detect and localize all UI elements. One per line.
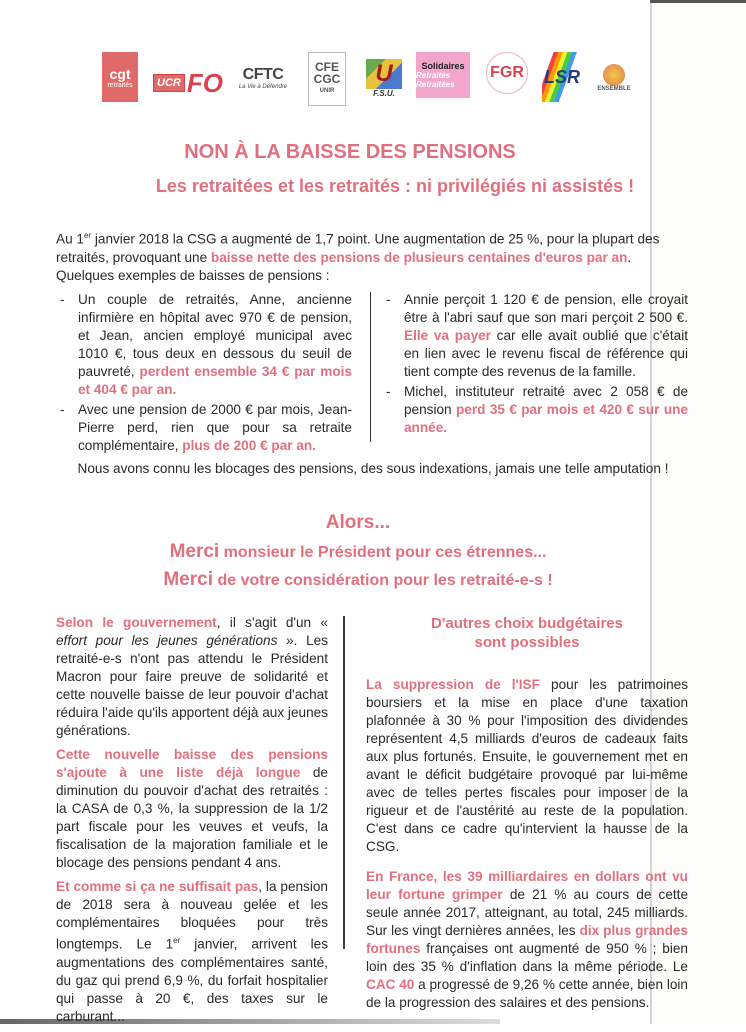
example-text: . [443,420,448,435]
paragraph-sup: er [173,936,181,945]
list-item [382,291,688,381]
merci-line-2 [0,569,716,591]
list-item [382,383,688,437]
paragraph-text: janvier, arrivent les augmentations des complémentaires santé, du gaz qui prend 6,9 %, du forfait hospitalier qui passe à 20 €, des taxes sur le carburant... [56,936,329,1024]
lsr-logo [542,52,582,102]
ucr-fo-logo [152,68,224,98]
cfe-logo-sub: UNIR [319,88,335,94]
example-text: Michel, instituteur retraité avec 2 058 € de pension [404,384,688,417]
right-paragraph-1 [366,676,688,856]
merci-rest: de votre considération pour les retraité-e-s ! [213,572,553,589]
dash-bullet: - [60,402,65,417]
intro-text: janvier 2018 la CSG a augmenté de 1,7 point. Une augmentation de 25 %, pour la plupart des retraités, provoquant une [56,231,660,265]
example-highlight: plus de 200 € par an [182,438,313,453]
closing-statement: Nous avons connu les blocages des pensions, des sous indexations, jamais une telle amputation ! [77,461,669,476]
cgc-logo-text: CGC [313,72,341,86]
merci-line-1 [0,541,716,563]
intro-text: Au 1 [56,231,84,247]
heading-line: sont possibles [474,634,580,651]
paragraph-highlight: Selon le gouvernement [56,615,217,630]
fsu-logo-mark: U [366,59,402,89]
merci-rest: monsieur le Président pour ces étrennes... [219,544,547,561]
paragraph-text: françaises ont augmenté de 950 % ; bien loin des 35 % d'inflation dans la même période. Le [366,941,688,974]
scan-edge-top [650,0,746,3]
cgt-logo [102,52,138,102]
paragraph-text: , la pension de 2018 sera à nouveau gelée et les complémentaires bloquées pour très longtemps. Le 1 [56,879,328,952]
paragraph-text: , il s'agit d'un « [216,615,328,630]
page-subtitle: Les retraitées et les retraités : ni privilégiés ni assistés ! [155,176,635,196]
intro-text: . [627,249,632,265]
list-item [56,401,352,455]
cgt-logo-sub: retraités [107,81,133,89]
example-text: Avec une pension de 2000 € par mois, Jean-Pierre perd, rien que pour sa retraite complémentaire, [78,402,352,453]
paragraph-highlight: Et comme si ça ne suffisait pas [56,879,259,894]
ucr-logo-text: UCR [153,74,185,92]
cftc-logo [236,52,290,104]
solidaires-logo [416,52,470,98]
ensemble-logo-text: ENSEMBLE [597,86,631,92]
heading-line: D'autres choix budgétaires [431,615,623,632]
paragraph-text: de diminution du pouvoir d'achat des retraités : la CASA de 0,3 %, la suppression de la 1/2 part fiscale pour les veuves et veufs, la fiscalisation de la majoration familiale et le blocage des pensions pendant 4 ans. [56,765,328,870]
union-logos-row [96,52,696,108]
paragraph-highlight: CAC 40 [366,977,415,992]
cfe-cgc-logo [308,52,346,106]
fsu-logo-sub: F.S.U. [373,88,395,98]
example-highlight: perd 35 € par mois et 420 € sur une année [404,402,688,435]
left-column [56,614,328,1032]
cftc-logo-text: CFTC [242,66,284,83]
paragraph-highlight: En France, les 39 milliardaires en dollars ont vu leur fortune grimper [366,869,688,902]
example-text: Un couple de retraités, Anne, ancienne infirmière en hôpital avec 970 € de pension, et Jean, ancien employé municipal avec 1010 €, tous deux en dessous du seuil de pauvreté, [78,292,352,379]
dash-bullet: - [386,384,391,399]
paragraph-quote: effort pour les jeunes générations [56,633,278,648]
solidaires-logo-text: Solidaires [421,61,465,71]
fsu-logo [364,52,404,104]
page-title: NON À LA BAISSE DES PENSIONS [184,141,516,163]
cfe-logo-text: CFE [315,60,339,74]
example-highlight: perdent ensemble 34 € par mois et 404 € par an [78,364,352,397]
example-end: . [172,382,177,397]
example-highlight: Elle va payer [404,328,491,343]
example-text: car elle avait oublié que c'était en lien avec le revenu fiscal de référence qui tient compte des revenus de la famille. [404,328,688,379]
example-text: Annie perçoit 1 120 € de pension, elle croyait être à l'abri sauf que son mari perçoit 2 500 €. [404,292,688,325]
example-end: . [312,438,316,453]
merci-word: Merci [169,541,220,562]
ensemble-solidaires-logo [594,52,634,104]
paragraph-highlight: dix plus grandes fortunes [366,923,688,956]
lsr-logo-text: LSR [544,66,580,87]
examples-right-list [382,291,688,439]
paragraph-highlight: La suppression de l'ISF [366,677,540,692]
paragraph-text: a progressé de 9,26 % cette année, bien loin de la progression des salaires et des pensions. [366,977,688,1010]
cftc-logo-sub: La Vie à Défendre [238,84,288,90]
dash-bullet: - [386,292,391,307]
fo-logo-text: FO [186,67,223,98]
intro-sup: er [83,231,92,240]
left-paragraph-1 [56,614,328,740]
paragraph-highlight: Cette nouvelle baisse des pensions s'ajoute à une liste déjà longue [56,747,328,780]
dash-bullet: - [60,292,65,307]
intro-examples-lead: Quelques exemples de baisses de pensions : [56,267,330,283]
list-item [56,291,352,399]
examples-left-list [56,291,352,457]
merci-word: Merci [163,569,213,590]
fgr-logo-text: FGR [490,64,524,81]
left-paragraph-2 [56,746,328,872]
left-paragraph-3 [56,878,328,1026]
paragraph-text: de 21 % au cours de cette seule année 2017, atteignant, au total, 245 milliards. Sur les vingt dernières années, les [366,887,689,938]
intro-paragraph [56,227,696,285]
right-paragraph-2 [366,868,688,1012]
solidaires-logo-sub: Retraités Retraitées [416,71,455,89]
paragraph-text: ». Les retraité-e-s n'ont pas attendu le Président Macron pour faire preuve de solidarité et cette nouvelle baisse de leur pouvoir d'achat réduira l'aide qu'ils apportent déjà aux jeunes générations. [56,633,328,738]
column-divider [343,616,345,949]
column-divider [370,292,371,442]
right-column-heading [366,614,688,652]
right-column [366,614,688,1018]
cgt-logo-text: cgt [109,65,131,82]
fgr-fp-logo [486,52,528,94]
paragraph-text: pour les patrimoines boursiers et la mise en place d'une taxation plafonnée à 30 % pour l'imposition des dividendes représentent 4,5 milliards d'euros de cadeaux faits aux plus fortunés. Ensuite, le gouvernement met en avant le déficit budgétaire provoqué par lui-même avec de telles pertes fiscales pour imposer de la rigueur et de l'austérité au reste de la population. C'est dans ce cadre qu'intervient la hausse de la CSG. [366,677,689,854]
sun-tree-icon [603,64,625,86]
alors-heading: Alors... [325,512,391,533]
intro-highlight: baisse nette des pensions de plusieurs centaines d'euros par an [210,249,628,265]
